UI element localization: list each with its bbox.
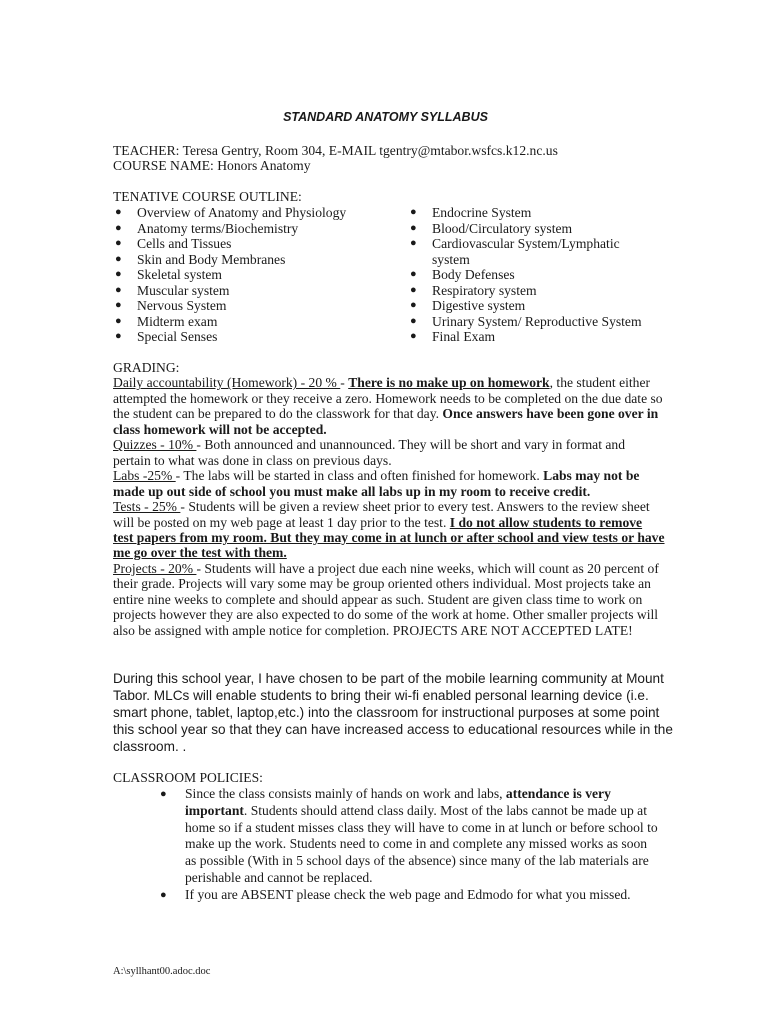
list-item: ● Urinary System/ Reproductive System	[410, 313, 642, 329]
grading-tests: Tests - 25% - Students will be given a review sheet prior to every test. Answers to the review sheet will be posted on my web page at least 1 day prior to the test. I do not allow students to remove test papers from my room. But they may come in at lunch or after school and view tests or have me go over the test with them.	[113, 499, 665, 561]
bullet-icon: ●	[410, 221, 417, 234]
bullet-icon: ●	[160, 788, 167, 800]
bullet-icon: ●	[115, 314, 122, 327]
list-item: ● Muscular system	[115, 282, 230, 298]
list-item: ● Nervous System	[115, 298, 227, 313]
list-item: ● Special Senses	[115, 329, 218, 344]
outline-right-list	[408, 205, 653, 345]
bullet-icon: ●	[115, 268, 122, 280]
header-info	[113, 143, 665, 174]
grading-projects: Projects - 20% - Students will have a project due each nine weeks, which will count as 20 percent of their grade. Projects will vary some may be group oriented others individual. Most projects take an entire nine weeks to complete and should appear as such. Student are given class time to work on projects however they are also expected to do some of the work at home. Other smaller projects will also be assigned with ample notice for completion. PROJECTS ARE NOT ACCEPTED LATE!	[113, 560, 659, 638]
list-item: ● Skeletal system	[115, 267, 222, 282]
bullet-icon: ●	[115, 299, 122, 311]
teacher-line: TEACHER: Teresa Gentry, Room 304, E-MAIL tgentry@mtabor.wsfcs.k12.nc.us	[113, 143, 558, 158]
list-item: ● Blood/Circulatory system	[410, 220, 573, 236]
bullet-icon: ●	[410, 299, 417, 311]
outline-heading: TENATIVE COURSE OUTLINE:	[113, 189, 302, 204]
bullet-icon: ●	[410, 237, 417, 249]
bullet-icon: ●	[115, 206, 122, 218]
list-item: ● If you are ABSENT please check the web page and Edmodo for what you missed.	[160, 886, 631, 902]
bullet-icon: ●	[115, 252, 122, 265]
course-line: COURSE NAME: Honors Anatomy	[113, 158, 311, 174]
policies-heading: CLASSROOM POLICIES:	[113, 770, 263, 785]
outline-left-list	[113, 205, 403, 345]
list-item: ● Endocrine System	[410, 205, 532, 220]
grading-labs: Labs -25% - The labs will be started in class and often finished for homework. Labs may not be made up out side of school you must make all labs up in my room to receive credit.	[113, 468, 640, 499]
list-item: ● Anatomy terms/Biochemistry	[115, 220, 299, 236]
bullet-icon: ●	[115, 221, 122, 234]
list-item: ● Digestive system	[410, 298, 526, 313]
list-item: ● Overview of Anatomy and Physiology	[115, 205, 347, 220]
footer-filename: A:\syllhant00.adoc.doc	[113, 966, 211, 977]
bullet-icon: ●	[115, 330, 122, 342]
list-item: ● Midterm exam	[115, 313, 218, 329]
bullet-icon: ●	[410, 283, 417, 296]
list-item: ● Since the class consists mainly of hands on work and labs, attendance is very important. Students should attend class daily. Most of the labs cannot be made up at home so if a student misses class they will have to come in at lunch or before school to make up the work. Students need to come in and complete any missed works as soon as possible (With in 5 school days of the absence) since many of the lab materials are perishable and cannot be replaced.	[160, 786, 658, 885]
bullet-icon: ●	[410, 314, 417, 327]
grading-daily: Daily accountability (Homework) - 20 % - There is no make up on homework, the student either attempted the homework or they receive a zero. Homework needs to be completed on the due date so the student can be prepared to do the classwork for that day. Once answers have been gone over in class homework will not be accepted.	[113, 375, 663, 437]
list-item: ● Cardiovascular System/Lymphatic system	[410, 236, 620, 267]
grading-quizzes: Quizzes - 10% - Both announced and unannounced. They will be short and vary in format and pertain to what was done in class on previous days.	[113, 437, 626, 468]
grading-section	[113, 360, 665, 638]
bullet-icon: ●	[115, 237, 122, 249]
list-item: ● Final Exam	[410, 329, 496, 344]
bullet-icon: ●	[160, 888, 167, 901]
document-title: STANDARD ANATOMY SYLLABUS	[283, 110, 488, 124]
bullet-icon: ●	[115, 283, 122, 296]
bullet-icon: ●	[410, 330, 417, 342]
list-item: ● Skin and Body Membranes	[115, 251, 286, 267]
bullet-icon: ●	[410, 268, 417, 280]
grading-heading: GRADING:	[113, 360, 180, 375]
list-item: ● Respiratory system	[410, 282, 537, 298]
policies-list	[160, 786, 660, 904]
mlc-paragraph: During this school year, I have chosen to be part of the mobile learning community at Mount Tabor. MLCs will enable students to bring their wi-fi enabled personal learning device (i.e. smart phone, tablet, laptop,etc.) into the classroom for instructional purposes at some point this school year so that they can have increased access to educational resources while in the classroom. .	[113, 671, 673, 754]
bullet-icon: ●	[410, 206, 417, 218]
list-item: ● Body Defenses	[410, 267, 515, 282]
list-item: ● Cells and Tissues	[115, 236, 232, 251]
